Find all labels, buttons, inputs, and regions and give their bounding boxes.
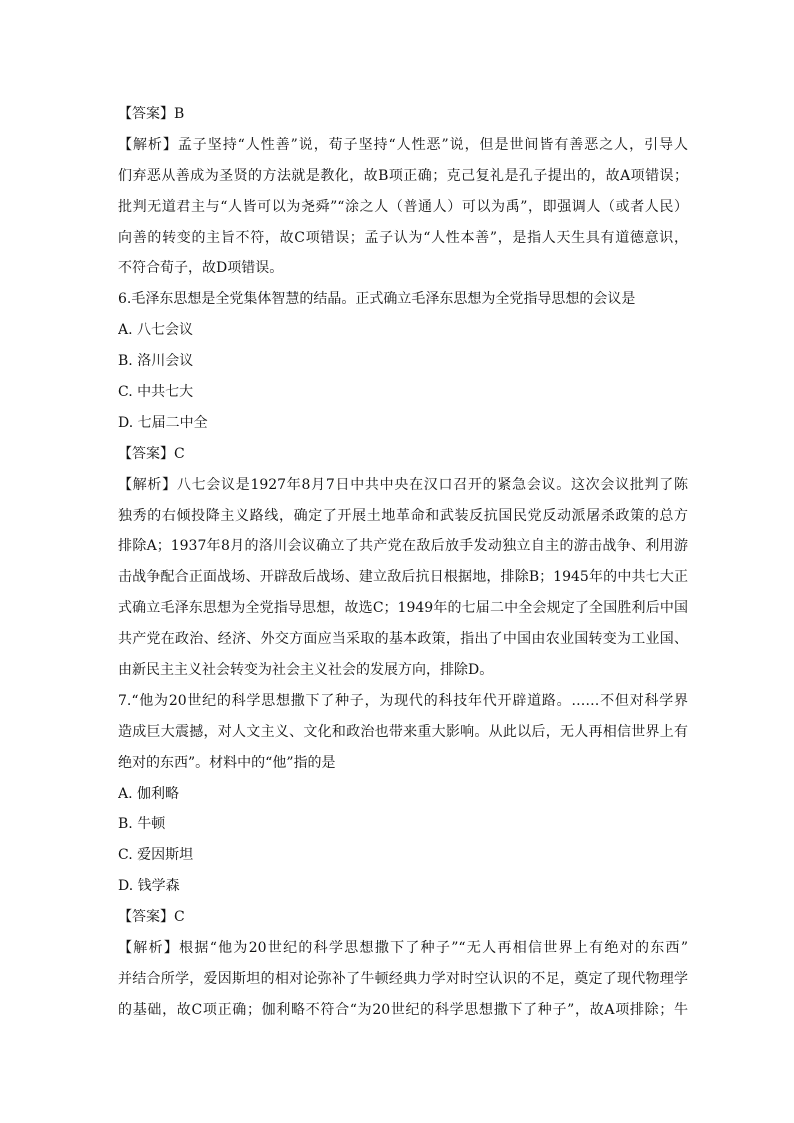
q6-analysis-line: 式确立毛泽东思想为全党指导思想，故选C；1949年的七届二中全会规定了全国胜利后中国 — [118, 600, 688, 617]
q6-option-d: D. 七届二中全 — [118, 414, 208, 431]
q7-answer: 【答案】C — [118, 909, 185, 926]
q6-analysis-line: 独秀的右倾投降主义路线，确定了开展土地革命和武装反抗国民党反动派屠杀政策的总方 — [118, 507, 688, 524]
q5-answer: 【答案】B — [118, 106, 185, 122]
q6-stem: 6.毛泽东思想是全党集体智慧的结晶。正式确立毛泽东思想为全党指导思想的会议是 — [118, 291, 636, 308]
q6-analysis-line: 排除A；1937年8月的洛川会议确立了共产党在敌后放手发动独立自主的游击战争、利用游 — [118, 538, 688, 555]
q7-option-c: C. 爱因斯坦 — [118, 847, 194, 864]
q7-option-d: D. 钱学森 — [118, 878, 180, 895]
q6-analysis-line: 共产党在政治、经济、外交方面应当采取的基本政策，指出了中国由农业国转变为工业国、 — [118, 631, 688, 648]
q6-option-a: A. 八七会议 — [118, 322, 194, 339]
q5-analysis-line: 【解析】孟子坚持“人性善”说，荀子坚持“人性恶”说，但是世间皆有善恶之人，引导人 — [118, 136, 688, 153]
q6-option-b: B. 洛川会议 — [118, 353, 194, 370]
q6-answer: 【答案】C — [118, 445, 185, 462]
q5-analysis-line: 批判无道君主与“人皆可以为尧舜”“涂之人（普通人）可以为禹”，即强调人（或者人民） — [118, 198, 688, 215]
q6-analysis-line: 【解析】八七会议是1927年8月7日中共中央在汉口召开的紧急会议。这次会议批判了陈 — [118, 476, 688, 493]
q5-analysis-line: 们弃恶从善成为圣贤的方法就是教化，故B项正确；克己复礼是孔子提出的，故A项错误； — [118, 167, 688, 184]
q7-stem-line: 造成巨大震撼，对人文主义、文化和政治也带来重大影响。从此以后，无人再相信世界上有 — [118, 723, 688, 740]
q7-analysis-line: 的基础，故C项正确；伽利略不符合“为20世纪的科学思想撒下了种子”，故A项排除；牛 — [118, 1001, 688, 1018]
document-content — [118, 99, 688, 1026]
q7-stem-line: 绝对的东西”。材料中的“他”指的是 — [118, 754, 336, 771]
q7-analysis-line: 【解析】根据“他为20世纪的科学思想撒下了种子”“无人再相信世界上有绝对的东西” — [118, 940, 688, 957]
q6-option-c: C. 中共七大 — [118, 384, 194, 401]
q5-analysis-line: 不符合荀子，故D项错误。 — [118, 260, 284, 277]
q6-analysis-line: 由新民主主义社会转变为社会主义社会的发展方向，排除D。 — [118, 662, 494, 679]
q5-analysis-line: 向善的转变的主旨不符，故C项错误；孟子认为“人性本善”，是指人天生具有道德意识， — [118, 229, 688, 246]
q7-analysis-line: 并结合所学，爱因斯坦的相对论弥补了牛顿经典力学对时空认识的不足，奠定了现代物理学 — [118, 970, 688, 987]
q7-option-a: A. 伽利略 — [118, 785, 180, 802]
q6-analysis-line: 击战争配合正面战场、开辟敌后战场、建立敌后抗日根据地，排除B；1945年的中共七大正 — [118, 569, 688, 586]
q7-option-b: B. 牛顿 — [118, 816, 166, 833]
q7-stem-line: 7.“他为20世纪的科学思想撒下了种子，为现代的科技年代开辟道路。……不但对科学界 — [118, 692, 688, 709]
